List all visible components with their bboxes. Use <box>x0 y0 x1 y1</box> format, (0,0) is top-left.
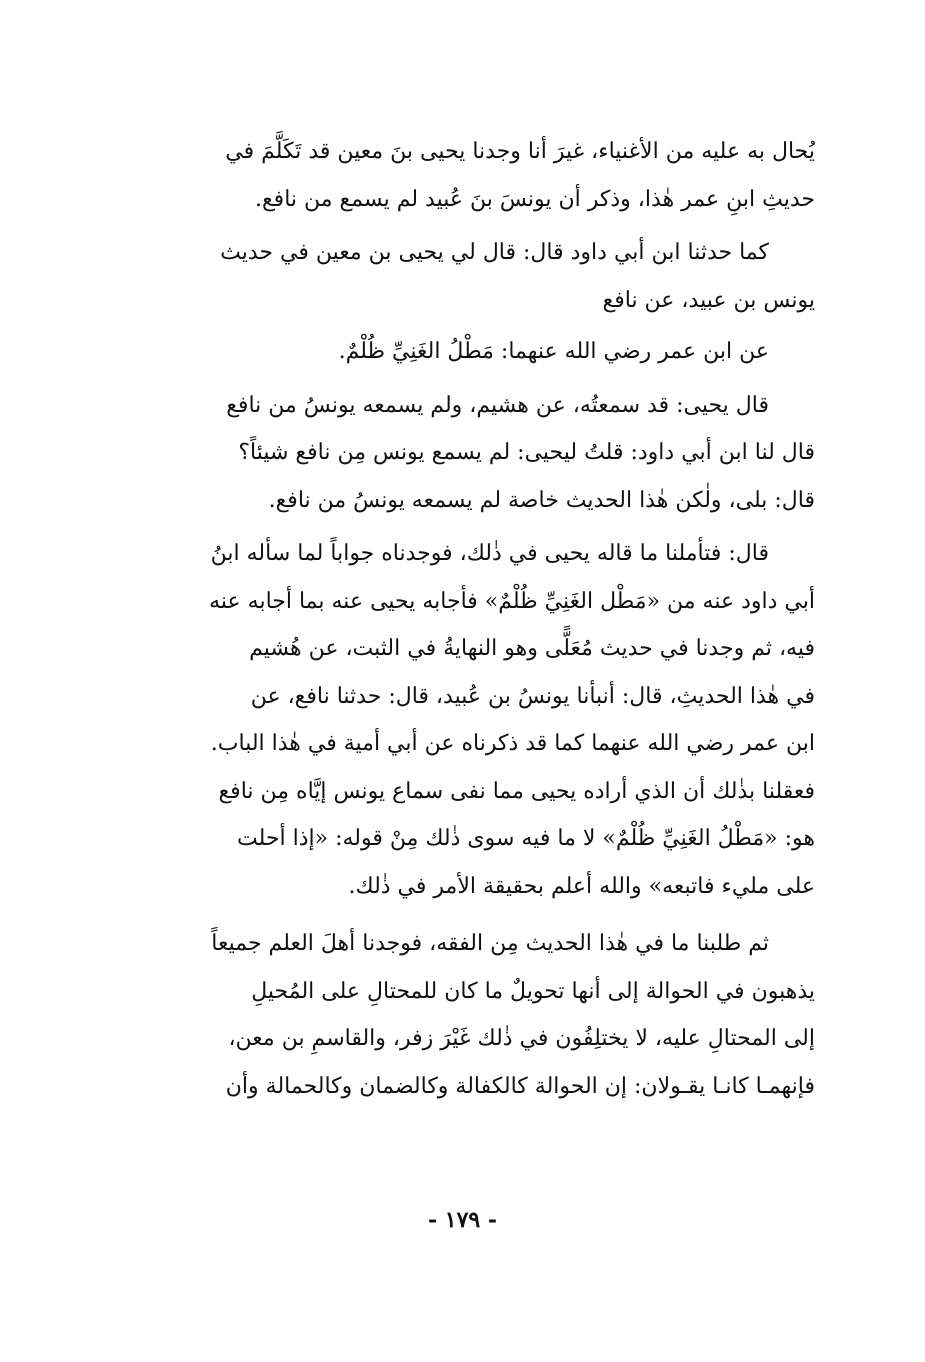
paragraph-3 <box>110 328 815 376</box>
text-line: قال: بلى، ولٰكن هٰذا الحديث خاصة لم يسمعه يونسُ من نافع. <box>268 487 815 513</box>
paragraph-1 <box>110 128 815 223</box>
text-line: ثم طلبنا ما في هٰذا الحديث مِن الفقه، فوجدنا أهلَ العلم جميعاً <box>211 931 769 956</box>
text-line: فإنهمـا كانـا يقـولان: إن الحوالة كالكفالة وكالضمان وكالحمالة وأن <box>225 1073 815 1099</box>
text-line: في هٰذا الحديثِ، قال: أنبأنا يونسُ بن عُبيد، قال: حدثنا نافع، عن <box>250 683 815 709</box>
text-line: قال لنا ابن أبي داود: قلتُ ليحيى: لم يسمع يونس مِن نافع شيئاً؟ <box>238 440 815 465</box>
text-line: حديثِ ابنِ عمر هٰذا، وذكر أن يونسَ بنَ عُبيد لم يسمع من نافع. <box>254 186 815 212</box>
text-line: إلى المحتالِ عليه، لا يختلِفُون في ذٰلك غَيْرَ زفر، والقاسمِ بن معن، <box>228 1026 815 1051</box>
text-line: ابن عمر رضي الله عنهما كما قد ذكرناه عن أبي أمية في هٰذا الباب. <box>210 731 815 756</box>
text-line: هو: «مَطْلُ الغَنِيِّ ظُلْمٌ» لا ما فيه سوى ذٰلك مِنْ قوله: «إذا أحلت <box>237 826 815 851</box>
paragraph-6 <box>110 920 815 1110</box>
text-line: يذهبون في الحوالة إلى أنها تحويلٌ ما كان للمحتالِ على المُحيلِ <box>251 978 815 1004</box>
text-line: على مليء فاتبعه» والله أعلم بحقيقة الأمر في ذٰلك. <box>348 873 815 899</box>
text-line: يونس بن عبيد، عن نافع <box>602 287 815 313</box>
paragraph-5 <box>110 530 815 910</box>
text-line: قال: فتأملنا ما قاله يحيى في ذٰلك، فوجدناه جواباً لما سأله ابنُ <box>210 541 769 566</box>
text-line: كما حدثنا ابن أبي داود قال: قال لي يحيى بن معين في حديث <box>220 240 769 265</box>
paragraph-4 <box>110 382 815 525</box>
page-number: - ١٧٩ - <box>427 1207 498 1233</box>
paragraph-2 <box>110 229 815 324</box>
text-line: يُحال به عليه من الأغنياء، غيرَ أنا وجدنا يحيى بنَ معين قد تَكَلَّمَ في <box>225 139 815 164</box>
text-line: عن ابن عمر رضي الله عنهما: مَطْلُ الغَنِيِّ ظُلْمٌ. <box>338 339 769 364</box>
text-line: فيه، ثم وجدنا في حديث مُعَلًّى وهو النهايةُ في الثبت، عن هُشيم <box>249 636 815 661</box>
text-line: قال يحيى: قد سمعتُه، عن هشيم، ولم يسمعه يونسُ من نافع <box>226 392 769 418</box>
body-text <box>110 128 815 1110</box>
text-line: أبي داود عنه من «مَطْل الغَنِيِّ ظُلْمٌ» فأجابه يحيى عنه بما أجابه عنه <box>209 588 815 614</box>
text-line: فعقلنا بذٰلك أن الذي أراده يحيى مما نفى سماع يونس إيَّاه مِن نافع <box>218 778 815 804</box>
